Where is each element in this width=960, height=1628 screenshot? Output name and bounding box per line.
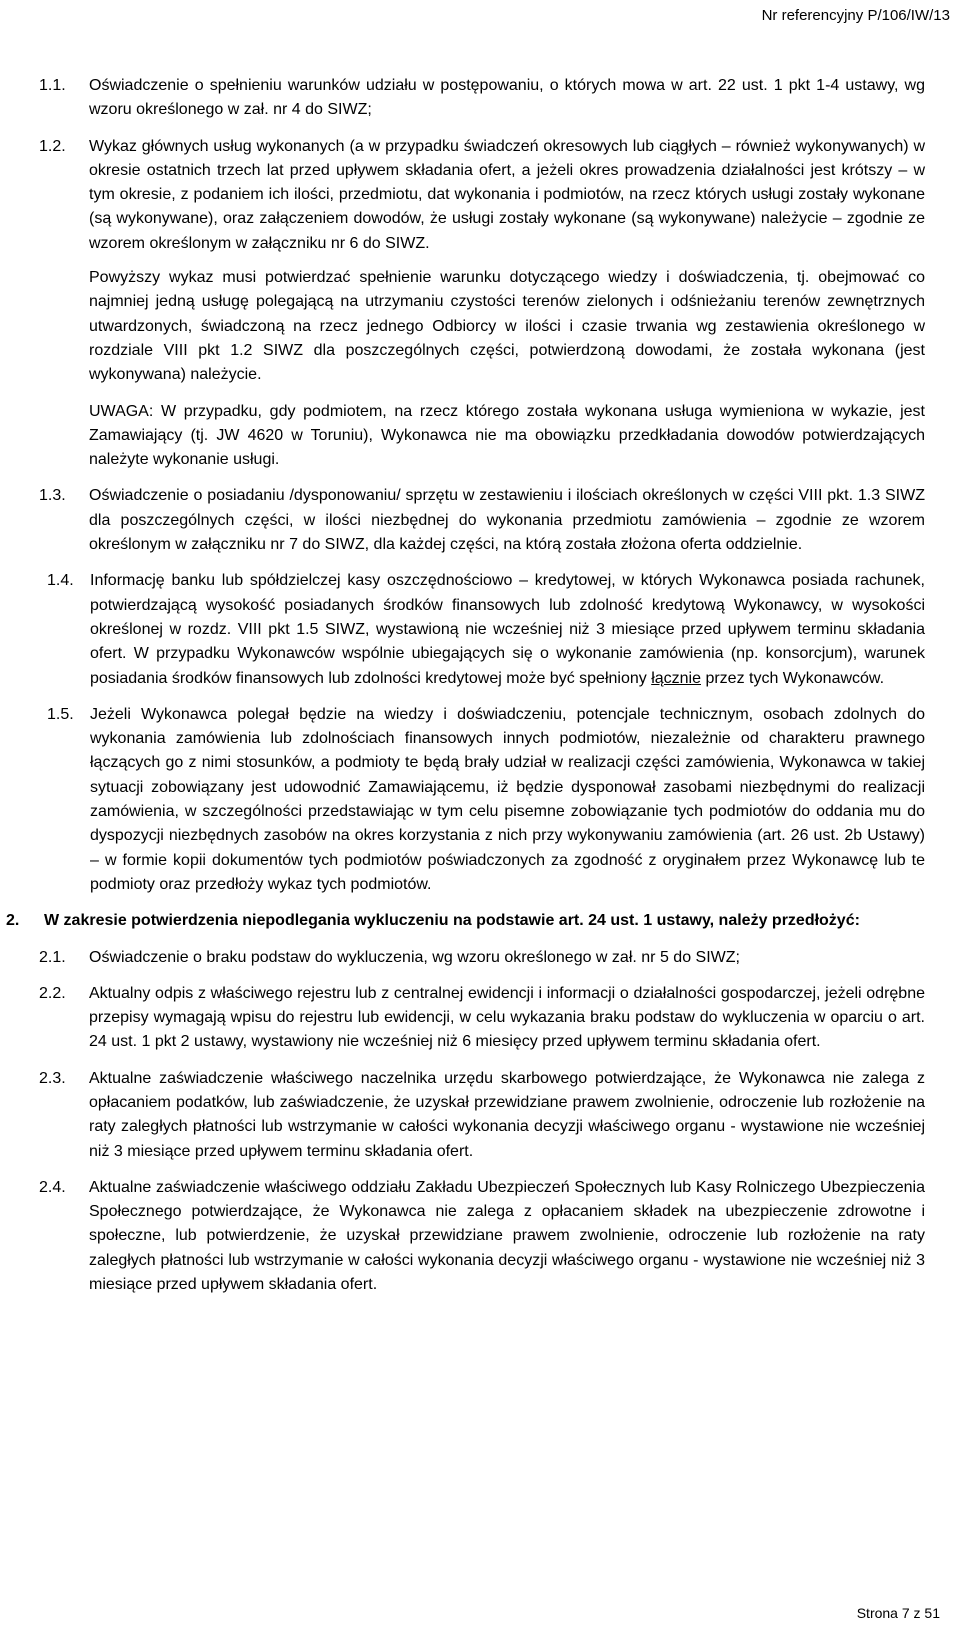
item-1-2-note: UWAGA: W przypadku, gdy podmiotem, na rzecz którego została wykonana usługa wymieniona w wykazie, jest Zamawiający (tj. JW 4620 w Toruniu), Wykonawca nie ma obowiązku przedkładania dowodów potwierdzających należyte wykonanie usługi. bbox=[89, 402, 925, 469]
item-text: Aktualne zaświadczenie właściwego oddziału Zakładu Ubezpieczeń Społecznych lub Kasy Rolniczego Ubezpieczenia Społecznego potwierdzające, że Wykonawca nie zalega z opłacaniem składek na ubezpieczenie zdrowotne i społeczne, lub potwierdzenie, że uzyskał przewidziane prawem zwolnienie, odroczenie lub rozłożenie na raty zaległych płatności lub wstrzymanie w całości wykonania decyzji właściwego organu - wystawione nie wcześniej niż 3 miesiące przed upływem składania ofert. bbox=[89, 1178, 925, 1294]
item-text-part: przez tych Wykonawców. bbox=[701, 669, 885, 687]
item-2-2 bbox=[39, 982, 925, 1055]
item-text: Wykaz głównych usług wykonanych (a w przypadku świadczeń okresowych lub ciągłych – również wykonywanych) w okresie ostatnich trzech lat przed upływem składania ofert, a jeżeli okres prowadzenia działalności jest krótszy – w tym okresie, z podaniem ich ilości, przedmiotu, dat wykonania i podmiotów, na rzecz których usługi zostały wykonane (są wykonywane), oraz załączeniem dowodów, że usługi zostały wykonane (są wykonywane) należycie – zgodnie ze wzorem określonym w załączniku nr 6 do SIWZ. bbox=[89, 137, 925, 252]
document-body bbox=[6, 74, 925, 1309]
page-number: Strona 7 z 51 bbox=[856, 1605, 940, 1621]
item-1-2-requirement: Powyższy wykaz musi potwierdzać spełnienie warunku dotyczącego wiedzy i doświadczenia, tj. obejmować co najmniej jedną usługę polegającą na utrzymaniu czystości terenów zielonych i odśnieżaniu terenów zewnętrznych utwardzonych, świadczoną na rzecz jednego Odbiorcy w ilości i czasie trwania wg zestawienia określonego w rozdziale VIII pkt 1.2 SIWZ dla poszczególnych części, potwierdzoną dowodami, że została wykonana (jest wykonywana) należycie. bbox=[89, 269, 925, 384]
item-number: 2.3. bbox=[39, 1069, 66, 1087]
item-2-1 bbox=[39, 946, 925, 970]
item-number: 2.2. bbox=[39, 984, 66, 1002]
item-number: 1.1. bbox=[39, 77, 66, 94]
item-2-3 bbox=[39, 1067, 925, 1164]
item-text: Oświadczenie o spełnieniu warunków udziału w postępowaniu, o których mowa w art. 22 ust. 1 pkt 1-4 ustawy, wg wzoru określonego w zał. nr 4 do SIWZ; bbox=[89, 77, 925, 119]
item-1-5 bbox=[39, 703, 925, 897]
item-1-1 bbox=[39, 74, 925, 123]
item-number: 1.2. bbox=[39, 137, 66, 155]
section-2-heading bbox=[6, 909, 925, 933]
item-text: Oświadczenie o posiadaniu /dysponowaniu/ sprzętu w zestawieniu i ilościach określonych w części VIII pkt. 1.3 SIWZ dla poszczególnych części, w ilości niezbędnej do wykonania przedmiotu zamówienia – zgodnie ze wzorem określonym w załączniku nr 7 do SIWZ, dla każdej części, na którą została złożona oferta oddzielnie. bbox=[89, 487, 925, 554]
item-text-part: Informację banku lub spółdzielczej kasy oszczędnościowo – kredytowej, w których Wykonawca posiada rachunek, potwierdzającą wysokość posiadanych środków finansowych lub zdolność kredytową Wykonawcy, w wysokości określonej w rozdz. VIII pkt 1.5 SIWZ, wystawioną nie wcześniej niż 3 miesiące przed upływem terminu składania ofert. W przypadku Wykonawców wspólnie ubiegających się o wykonanie zamówienia (np. konsorcjum), warunek posiadania środków finansowych lub zdolności kredytowej może być spełniony bbox=[90, 572, 925, 687]
item-1-3 bbox=[39, 484, 925, 557]
item-text: Jeżeli Wykonawca polegał będzie na wiedzy i doświadczeniu, potencjale technicznym, osobach zdolnych do wykonania zamówienia lub zdolnościach finansowych innych podmiotów, niezależnie od charakteru prawnego łączących go z nimi stosunków, a podmioty te będą brały udział w realizacji części zamówienia, Wykonawca w takiej sytuacji zobowiązany jest udowodnić Zamawiającemu, iż będzie dysponował zasobami niezbędnymi do realizacji zamówienia, w szczególności przedstawiając w tym celu pisemne zobowiązanie tych podmiotów do oddania mu do dyspozycji niezbędnych zasobów na okres korzystania z nich przy wykonywaniu zamówienia (art. 26 ust. 2b Ustawy) – w formie kopii dokumentów tych podmiotów poświadczonych za zgodność z oryginałem przez Wykonawcę lub te podmioty oraz przedłoży wykaz tych podmiotów. bbox=[90, 705, 925, 893]
item-text bbox=[90, 569, 925, 690]
section-heading-text: W zakresie potwierdzenia niepodlegania wykluczeniu na podstawie art. 24 ust. 1 ustawy, należy przedłożyć: bbox=[44, 912, 860, 930]
item-1-2 bbox=[39, 135, 925, 256]
item-number: 1.4. bbox=[47, 572, 74, 590]
item-2-4 bbox=[39, 1176, 925, 1297]
item-text: Oświadczenie o braku podstaw do wykluczenia, wg wzoru określonego w zał. nr 5 do SIWZ; bbox=[89, 948, 740, 966]
item-number: 1.3. bbox=[39, 487, 66, 505]
item-number: 2.1. bbox=[39, 948, 66, 966]
item-number: 2.4. bbox=[39, 1178, 66, 1196]
section-number: 2. bbox=[6, 912, 20, 930]
underlined-word: łącznie bbox=[651, 669, 701, 687]
item-number: 1.5. bbox=[47, 705, 74, 723]
reference-number: Nr referencyjny P/106/IW/13 bbox=[761, 7, 950, 24]
item-text: Aktualny odpis z właściwego rejestru lub z centralnej ewidencji i informacji o działalności gospodarczej, jeżeli odrębne przepisy wymagają wpisu do rejestru lub ewidencji, w celu wykazania braku podstaw do wykluczenia w oparciu o art. 24 ust. 1 pkt 2 ustawy, wystawiony nie wcześniej niż 6 miesięcy przed upływem terminu składania ofert. bbox=[89, 984, 925, 1051]
item-1-4 bbox=[39, 569, 925, 690]
item-text: Aktualne zaświadczenie właściwego naczelnika urzędu skarbowego potwierdzające, że Wykonawca nie zalega z opłacaniem podatków, lub zaświadczenie, że uzyskał przewidziane prawem zwolnienie, odroczenie lub rozłożenie na raty zaległych płatności lub wstrzymanie w całości wykonania decyzji właściwego organu - wystawione nie wcześniej niż 3 miesiące przed upływem terminu składania ofert. bbox=[89, 1069, 925, 1160]
